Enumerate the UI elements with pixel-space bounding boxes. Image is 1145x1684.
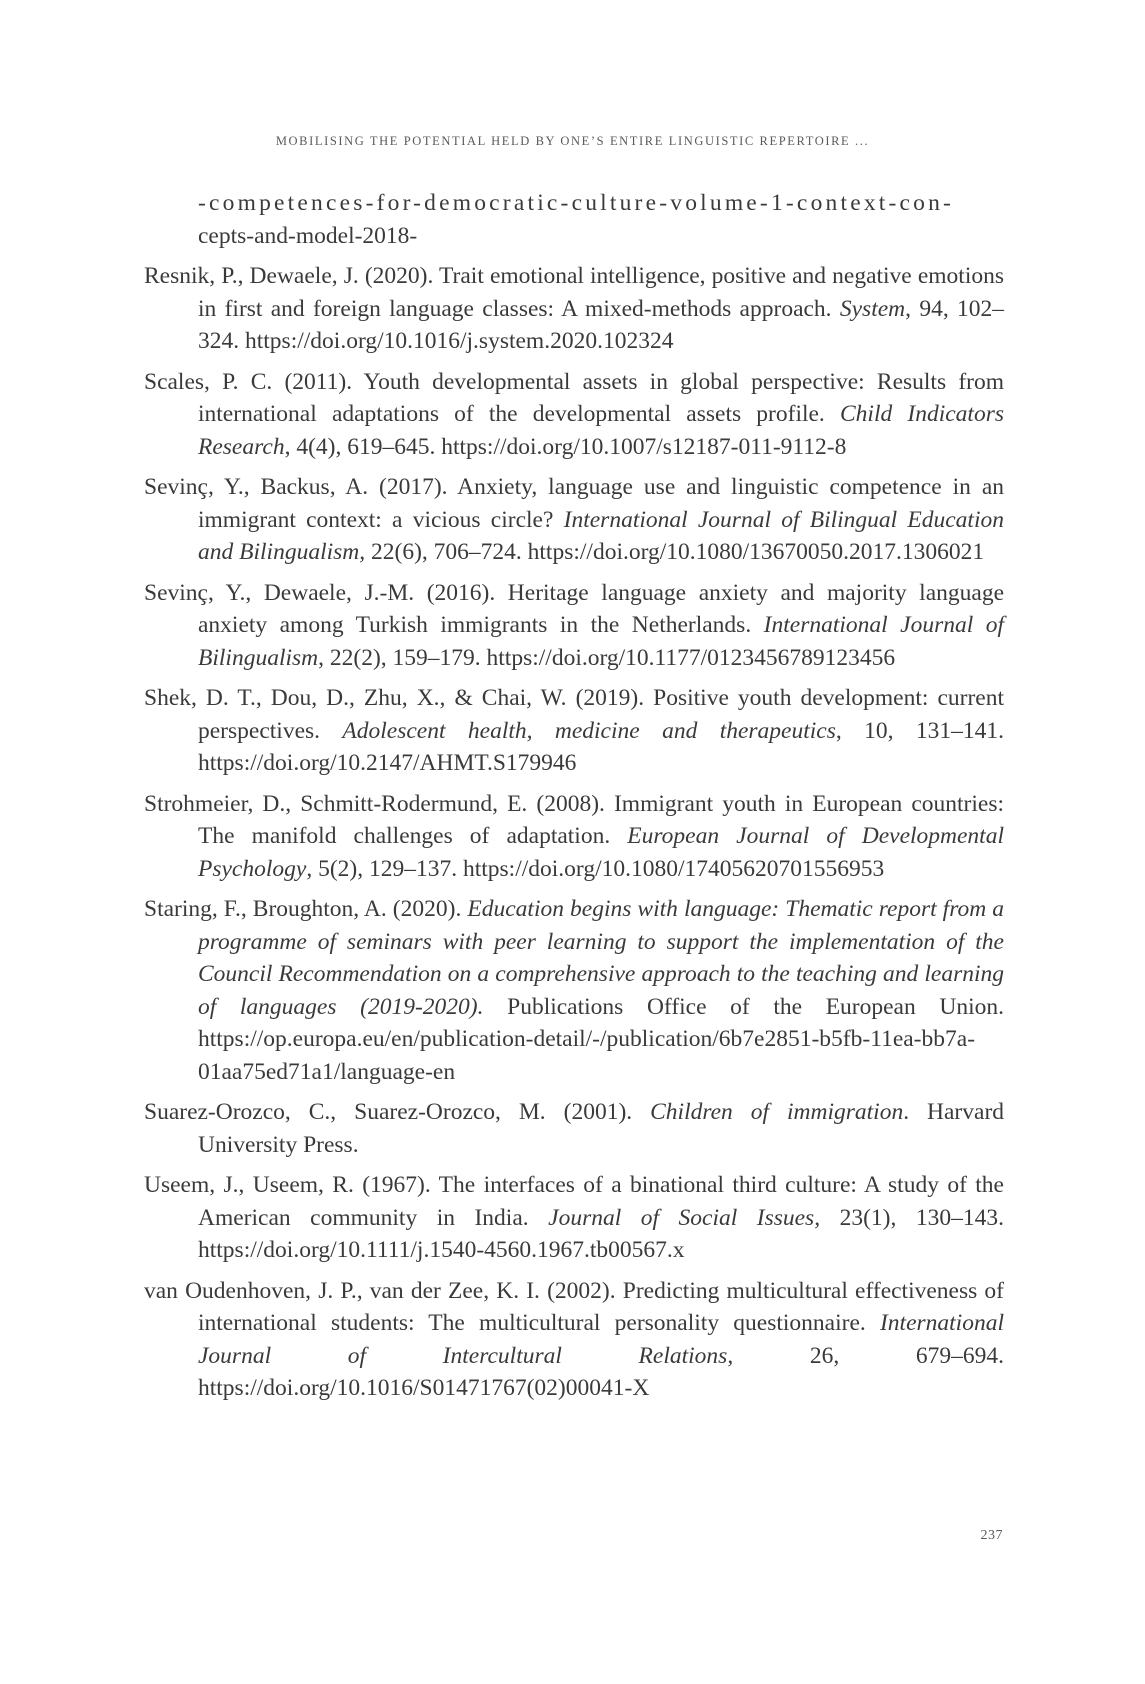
reference-entry-shek: Shek, D. T., Dou, D., Zhu, X., & Chai, W. (2019). Positive youth development: current perspectives. Adolescent health, medicine and therapeutics, 10, 131–141. https://doi.org/10.2147/AHMT.S179946 [144, 685, 1005, 776]
reference-entry-scales: Scales, P. C. (2011). Youth developmental assets in global perspective: Results from international adaptations of the developmental assets profile. Child Indicators Research, 4(4), 619–645. https://doi.org/10.1007/s12187-011-9112-8 [144, 368, 1004, 460]
running-head: MOBILISING THE POTENTIAL HELD BY ONE’S ENTIRE LINGUISTIC REPERTOIRE ... [275, 134, 870, 148]
reference-continuation [144, 187, 1004, 252]
reference-entry-suarez-orozco: Suarez-Orozco, C., Suarez-Orozco, M. (2001). Children of immigration. Harvard University Press. [144, 1099, 1005, 1158]
reference-entry-sevinc-backus: Sevinç, Y., Backus, A. (2017). Anxiety, language use and linguistic competence in an immigrant context: a vicious circle? International Journal of Bilingual Education and Bilingualism, 22(6), 706–724. https://doi.org/10.1080/13670050.2017.1306021 [144, 474, 1004, 565]
reference-list [144, 187, 1004, 1413]
reference-entry-van-oudenhoven: van Oudenhoven, J. P., van der Zee, K. I. (2002). Predicting multicultural effectiveness of international students: The multicultural personality questionnaire. International Journal of Intercultural Relations, 26, 679–694. https://doi.org/10.1016/S01471767(02)00041-X [144, 1277, 1005, 1401]
reference-entry-resnik: Resnik, P., Dewaele, J. (2020). Trait emotional intelligence, positive and negative emotions in first and foreign language classes: A mixed-methods approach. System, 94, 102–324. https://doi.org/10.1016/j.system.2020.102324 [144, 263, 1005, 354]
reference-entry-useem: Useem, J., Useem, R. (1967). The interfaces of a binational third culture: A study of the American community in India. Journal of Social Issues, 23(1), 130–143. https://doi.org/10.1111/j.1540-4560.1967.tb00567.x [144, 1172, 1004, 1263]
reference-entry-staring: Staring, F., Broughton, A. (2020). Education begins with language: Thematic report from a programme of seminars with peer learning to support the implementation of the Council Recommendation on a comprehensive approach to the teaching and learning of languages (2019-2020). Publications Office of the European Union. https://op.europa.eu/en/publication-detail/-/publication/6b7e2851-b5fb-11ea-bb7a-01aa75ed71a1/language-en [144, 896, 1004, 1085]
reference-entry-sevinc-dewaele: Sevinç, Y., Dewaele, J.-M. (2016). Heritage language anxiety and majority language anxiety among Turkish immigrants in the Netherlands. International Journal of Bilingualism, 22(2), 159–179. https://doi.org/10.1177/0123456789123456 [144, 579, 1004, 671]
continuation-line-1: -competences-for-democratic-culture-volume-1-context-con- [198, 190, 955, 216]
page-number: 237 [980, 1528, 1003, 1543]
continuation-line-2: cepts-and-model-2018- [198, 222, 418, 249]
reference-entry-strohmeier: Strohmeier, D., Schmitt-Rodermund, E. (2008). Immigrant youth in European countries: The manifold challenges of adaptation. European Journal of Developmental Psychology, 5(2), 129–137. https://doi.org/10.1080/17405620701556953 [144, 790, 1004, 882]
